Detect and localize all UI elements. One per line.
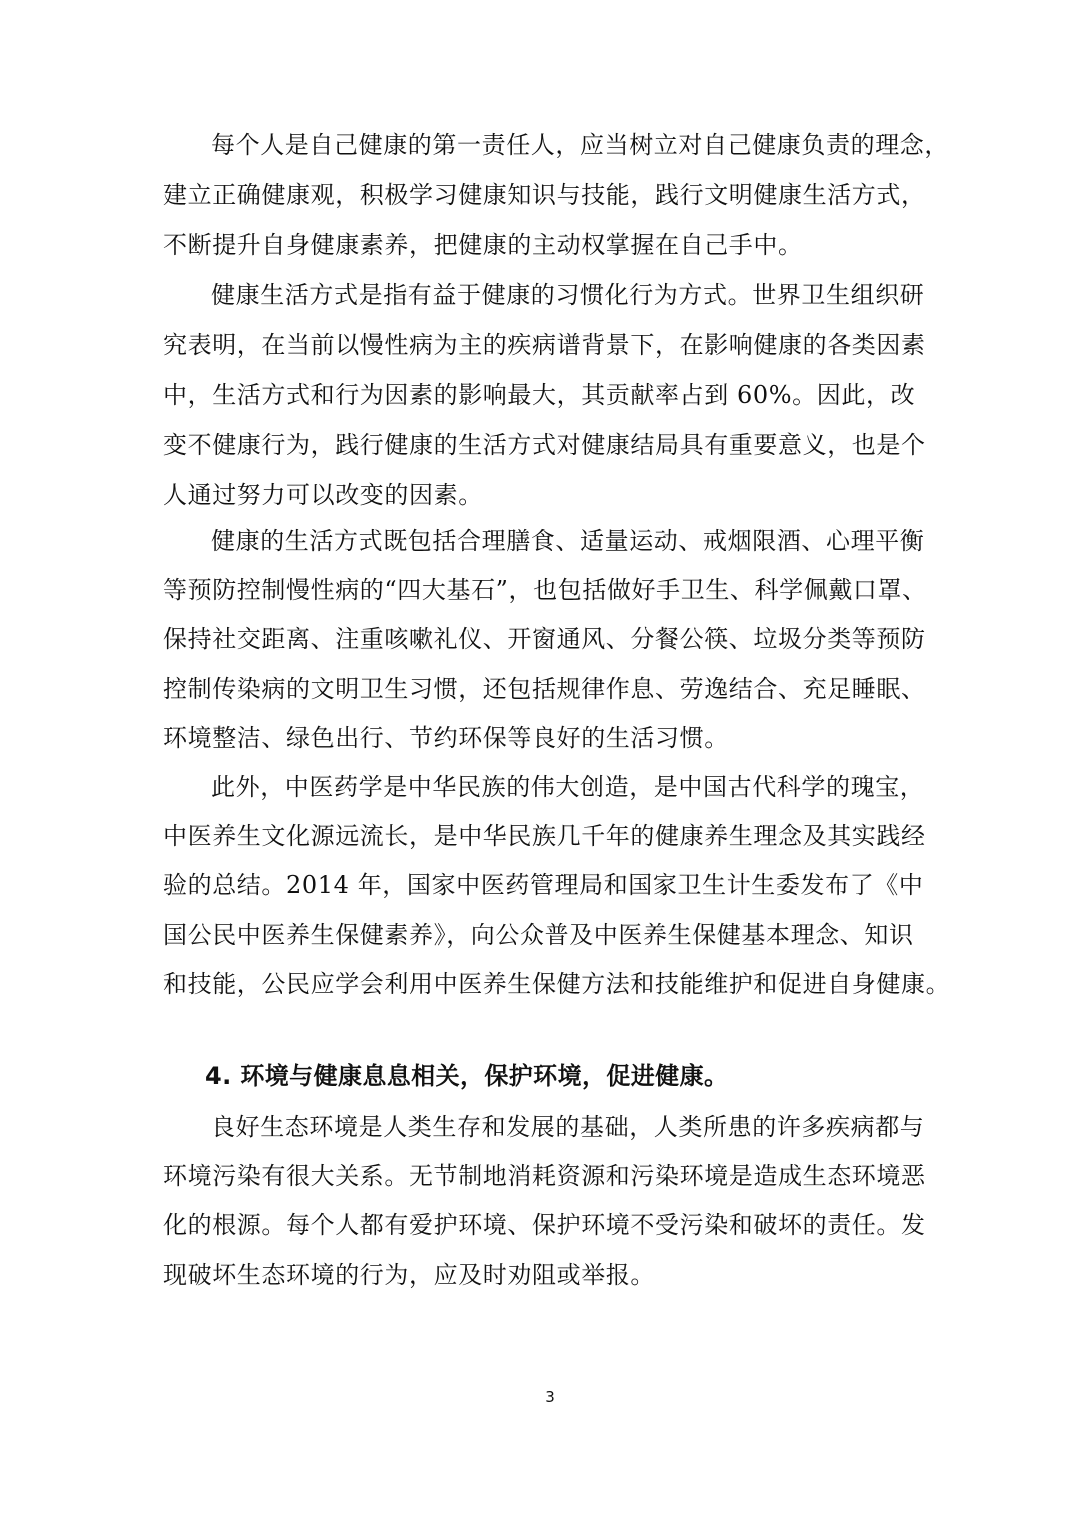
text-line: 中医养生文化源远流长，是中华民族几千年的健康养生理念及其实践经 (163, 822, 926, 850)
text-line: 和技能，公民应学会利用中医养生保健方法和技能维护和促进自身健康。 (163, 970, 951, 998)
section-heading: 4. 环境与健康息息相关，保护环境，促进健康。 (205, 1062, 729, 1090)
page-number: 3 (545, 1388, 555, 1406)
text-line: 验的总结。2014 年，国家中医药管理局和国家卫生计生委发布了《中 (163, 871, 924, 899)
text-line: 建立正确健康观，积极学习健康知识与技能，践行文明健康生活方式， (163, 181, 926, 209)
text-line: 变不健康行为，践行健康的生活方式对健康结局具有重要意义，也是个 (163, 431, 926, 459)
text-line: 人通过努力可以改变的因素。 (163, 481, 483, 509)
text-line: 控制传染病的文明卫生习惯，还包括规律作息、劳逸结合、充足睡眠、 (163, 675, 926, 703)
text-line: 中，生活方式和行为因素的影响最大，其贡献率占到 60%。因此，改 (163, 381, 916, 409)
text-line: 等预防控制慢性病的“四大基石”，也包括做好手卫生、科学佩戴口罩、 (163, 576, 927, 604)
text-line: 保持社交距离、注重咳嗽礼仪、开窗通风、分餐公筷、垃圾分类等预防 (163, 625, 926, 653)
text-line: 健康生活方式是指有益于健康的习惯化行为方式。世界卫生组织研 (211, 281, 925, 309)
text-line: 环境整洁、绿色出行、节约环保等良好的生活习惯。 (163, 724, 729, 752)
text-line: 化的根源。每个人都有爱护环境、保护环境不受污染和破坏的责任。发 (163, 1211, 926, 1239)
text-line: 健康的生活方式既包括合理膳食、适量运动、戒烟限酒、心理平衡 (211, 527, 925, 555)
text-line: 国公民中医养生保健素养》，向公众普及中医养生保健基本理念、知识 (163, 921, 914, 949)
text-line: 现破坏生态环境的行为，应及时劝阻或举报。 (163, 1261, 655, 1289)
text-line: 环境污染有很大关系。无节制地消耗资源和污染环境是造成生态环境恶 (163, 1162, 926, 1190)
text-line: 良好生态环境是人类生存和发展的基础，人类所患的许多疾病都与 (211, 1113, 925, 1141)
text-line: 不断提升自身健康素养，把健康的主动权掌握在自己手中。 (163, 231, 803, 259)
text-line: 此外，中医药学是中华民族的伟大创造，是中国古代科学的瑰宝， (211, 773, 925, 801)
text-line: 每个人是自己健康的第一责任人，应当树立对自己健康负责的理念， (211, 131, 949, 159)
text-line: 究表明，在当前以慢性病为主的疾病谱背景下，在影响健康的各类因素 (163, 331, 926, 359)
